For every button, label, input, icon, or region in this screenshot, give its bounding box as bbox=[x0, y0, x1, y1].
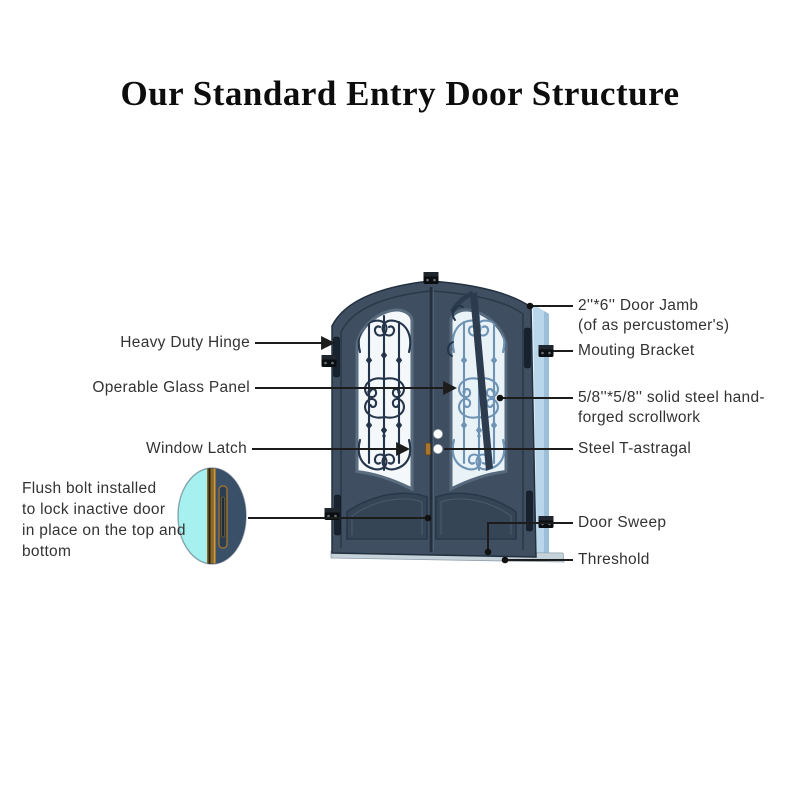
callout-window-latch bbox=[0, 439, 247, 459]
mounting-bracket-icon bbox=[424, 272, 439, 284]
label-text: Steel T-astragal bbox=[578, 440, 692, 457]
hinge-icon bbox=[527, 491, 533, 531]
label-text: Heavy Duty Hinge bbox=[120, 334, 250, 351]
callout-operable-glass-panel bbox=[0, 378, 250, 398]
callout-mounting-bracket bbox=[578, 341, 695, 361]
label-text: forged scrollwork bbox=[578, 409, 701, 426]
callout-threshold bbox=[578, 550, 650, 570]
window-latch-hardware bbox=[426, 443, 431, 455]
mounting-bracket-icon bbox=[322, 355, 337, 367]
label-text: (of as percustomer's) bbox=[578, 317, 730, 334]
callout-door-sweep bbox=[578, 513, 666, 533]
label-text: Flush bolt installed bbox=[22, 480, 157, 497]
astragal-seam bbox=[431, 287, 434, 552]
callout-flush-bolt bbox=[22, 478, 252, 562]
label-text: bottom bbox=[22, 543, 72, 560]
callout-heavy-duty-hinge bbox=[0, 333, 250, 353]
mounting-bracket-icon bbox=[539, 345, 554, 357]
label-text: Window Latch bbox=[146, 440, 247, 457]
callout-scrollwork bbox=[578, 388, 765, 428]
label-text: in place on the top and bbox=[22, 522, 186, 539]
page-title: Our Standard Entry Door Structure bbox=[120, 74, 680, 113]
label-text: Threshold bbox=[578, 551, 650, 568]
label-text: Door Sweep bbox=[578, 514, 667, 531]
label-text: Operable Glass Panel bbox=[92, 379, 250, 396]
label-text: 5/8''*5/8'' solid steel hand- bbox=[578, 389, 765, 406]
hinge-icon bbox=[525, 328, 531, 368]
callout-door-jamb bbox=[578, 296, 729, 336]
label-text: to lock inactive door bbox=[22, 501, 166, 518]
label-text: 2''*6'' Door Jamb bbox=[578, 297, 699, 314]
label-text: Mouting Bracket bbox=[578, 342, 695, 359]
callout-t-astragal bbox=[578, 439, 691, 459]
